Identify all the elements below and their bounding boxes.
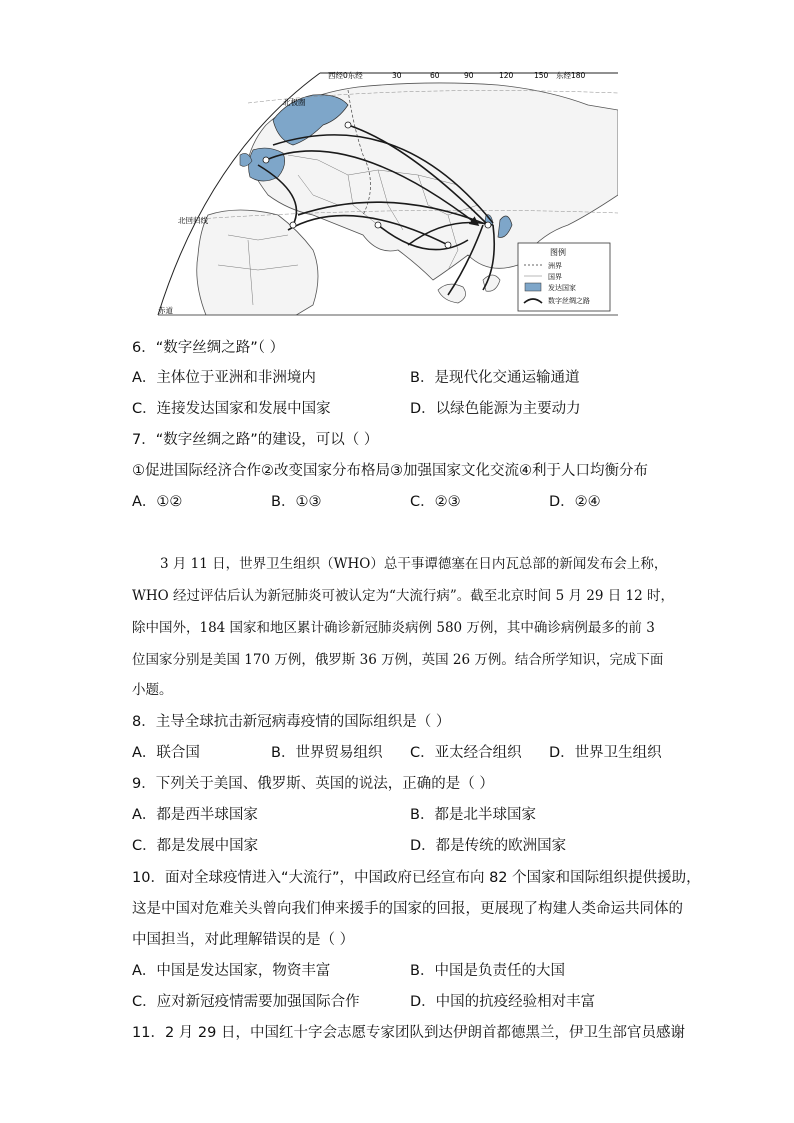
node-russia [345, 122, 351, 128]
passage-line-3: 除中国外，184 国家和地区累计确诊新冠肺炎病例 580 万例，其中确诊病例最多的前 3 [132, 620, 655, 636]
q10-option-c[interactable]: C．应对新冠疫情需要加强国际合作 [132, 994, 360, 1010]
q9-option-d[interactable]: D．都是传统的欧洲国家 [410, 838, 567, 854]
q7-option-c[interactable]: C．②③ [410, 494, 461, 510]
q8-option-c[interactable]: C．亚太经合组织 [410, 745, 522, 761]
q11-stem: 11．2 月 29 日，中国红十字会志愿专家团队到达伊朗首都德黑兰，伊卫生部官员感谢 [132, 1025, 685, 1041]
q6-option-d[interactable]: D．以绿色能源为主要动力 [410, 401, 581, 417]
q10-option-d[interactable]: D．中国的抗疫经验相对丰富 [410, 994, 596, 1010]
q9-stem: 9．下列关于美国、俄罗斯、英国的说法，正确的是（ ） [132, 776, 494, 792]
legend-developed-label: 发达国家 [548, 284, 576, 292]
legend-developed-swatch [525, 283, 541, 291]
q8-option-d[interactable]: D．世界卫生组织 [549, 745, 662, 761]
legend-route-label: 数字丝绸之路 [548, 297, 590, 305]
q10-stem-line-3: 中国担当，对此理解错误的是（ ） [132, 932, 355, 948]
legend-continent-label: 洲界 [548, 262, 562, 270]
q8-stem: 8．主导全球抗击新冠病毒疫情的国际组织是（ ） [132, 714, 451, 730]
map-svg [148, 65, 618, 320]
node-mideast [290, 222, 296, 228]
node-central [375, 222, 381, 228]
legend-border-label: 国界 [548, 273, 562, 281]
passage-line-2: WHO 经过评估后认为新冠肺炎可被认定为“大流行病”。截至北京时间 5 月 29 日 12 时， [132, 588, 675, 604]
digital-silk-road-map [148, 65, 618, 320]
q10-option-b[interactable]: B．中国是负责任的大国 [410, 963, 565, 979]
q10-stem-line-1: 10．面对全球疫情进入“大流行”，中国政府已经宣布向 82 个国家和国际组织提供援助， [132, 870, 701, 886]
node-india [445, 242, 451, 248]
passage-line-4: 位国家分别是美国 170 万例，俄罗斯 36 万例，英国 26 万例。结合所学知识，完成下面 [132, 652, 664, 668]
q6-stem: 6．“数字丝绸之路”（ ） [132, 340, 285, 356]
lon-label-60: 60 [430, 71, 440, 80]
q9-option-b[interactable]: B．都是北半球国家 [410, 807, 536, 823]
q6-option-a[interactable]: A．主体位于亚洲和非洲境内 [132, 370, 316, 386]
q8-option-b[interactable]: B．世界贸易组织 [271, 745, 383, 761]
q7-statements: ①促进国际经济合作②改变国家分布格局③加强国家文化交流④利于人口均衡分布 [132, 463, 648, 479]
arctic-circle-label: 北极圈 [283, 98, 306, 107]
q6-option-b[interactable]: B．是现代化交通运输通道 [410, 370, 580, 386]
passage-line-5: 小题。 [132, 682, 173, 698]
node-china [485, 222, 491, 228]
lon-label-90: 90 [464, 71, 474, 80]
q8-option-a[interactable]: A．联合国 [132, 745, 200, 761]
legend-title: 图例 [550, 248, 566, 257]
node-europe [263, 157, 269, 163]
q10-stem-line-2: 这是中国对危难关头曾向我们伸来援手的国家的回报，更展现了构建人类命运共同体的 [132, 901, 683, 917]
q10-option-a[interactable]: A．中国是发达国家，物资丰富 [132, 963, 331, 979]
equator-label: 赤道 [158, 306, 173, 315]
q7-option-d[interactable]: D．②④ [549, 494, 601, 510]
lon-label-180: 东经180 [556, 71, 586, 80]
q7-stem: 7．“数字丝绸之路”的建设，可以（ ） [132, 432, 379, 448]
q6-option-c[interactable]: C．连接发达国家和发展中国家 [132, 401, 331, 417]
lon-label-30: 30 [392, 71, 402, 80]
q7-option-a[interactable]: A．①② [132, 494, 183, 510]
q7-option-b[interactable]: B．①③ [271, 494, 322, 510]
lon-label-150: 150 [534, 71, 549, 80]
tropic-label: 北回归线 [178, 216, 208, 225]
map-legend [518, 243, 610, 311]
passage-line-1: 3 月 11 日，世界卫生组织（WHO）总干事谭德塞在日内瓦总部的新闻发布会上称， [160, 556, 668, 572]
q9-option-a[interactable]: A．都是西半球国家 [132, 807, 258, 823]
lon-label-120: 120 [499, 71, 514, 80]
q9-option-c[interactable]: C．都是发展中国家 [132, 838, 259, 854]
lon-label-0: 西经0东经 [328, 71, 363, 80]
